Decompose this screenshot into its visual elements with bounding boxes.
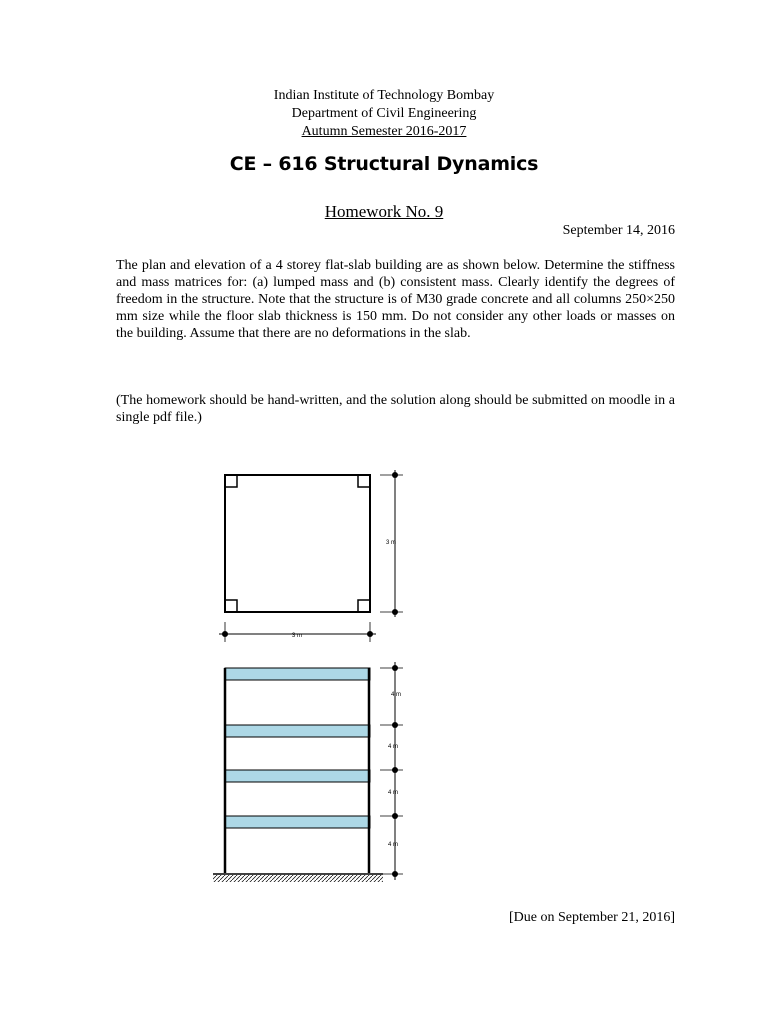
slab-4: [225, 668, 370, 680]
column-bottom-left: [225, 600, 237, 612]
plan-width-dimension: [219, 622, 376, 642]
ground-hatch: [213, 875, 383, 882]
institute-name: Indian Institute of Technology Bombay: [273, 88, 495, 103]
dim-node: [392, 609, 398, 615]
submission-note: (The homework should be hand-written, and the solution along should be submitted on moodle in a single pdf file.): [116, 393, 675, 425]
elevation-view: [213, 662, 403, 882]
dim-node: [392, 472, 398, 478]
course-title: CE – 616 Structural Dynamics: [229, 153, 539, 175]
plan-view: [219, 470, 403, 642]
issue-date: September 14, 2016: [562, 223, 675, 238]
slab-2: [225, 770, 370, 782]
dim-node: [222, 631, 228, 637]
column-top-right: [358, 475, 370, 487]
semester: Autumn Semester 2016-2017: [301, 124, 467, 139]
dim-node: [367, 631, 373, 637]
storey-3-height-label: 4 m: [388, 744, 399, 750]
plan-width-label: 3 m: [292, 633, 303, 639]
storey-2-height-label: 4 m: [388, 790, 399, 796]
column-bottom-right: [358, 600, 370, 612]
plan-outline: [225, 475, 370, 612]
department-name: Department of Civil Engineering: [291, 106, 477, 121]
dim-node: [392, 665, 398, 671]
dim-node: [392, 767, 398, 773]
storey-1-height-label: 4 m: [388, 842, 399, 848]
slab-1: [225, 816, 370, 828]
storey-4-height-label: 4 m: [391, 692, 402, 698]
column-top-left: [225, 475, 237, 487]
dim-node: [392, 813, 398, 819]
dim-node: [392, 722, 398, 728]
dim-node: [392, 871, 398, 877]
homework-title: Homework No. 9: [324, 202, 444, 221]
slab-3: [225, 725, 370, 737]
plan-depth-label: 3 m: [386, 540, 397, 546]
problem-statement: The plan and elevation of a 4 storey flat-slab building are as shown below. Determine the stiffness and mass matrices for: (a) lumped mass and (b) consistent mass. Clearly identify the degrees of freedom in the structure. Note that the structure is of M30 grade concrete and all columns 250×250 mm size while the floor slab thickness is 150 mm. Do not consider any other loads or masses on the building. Assume that there are no deformations in the slab.: [116, 258, 675, 341]
due-date-note: [Due on September 21, 2016]: [508, 910, 675, 925]
